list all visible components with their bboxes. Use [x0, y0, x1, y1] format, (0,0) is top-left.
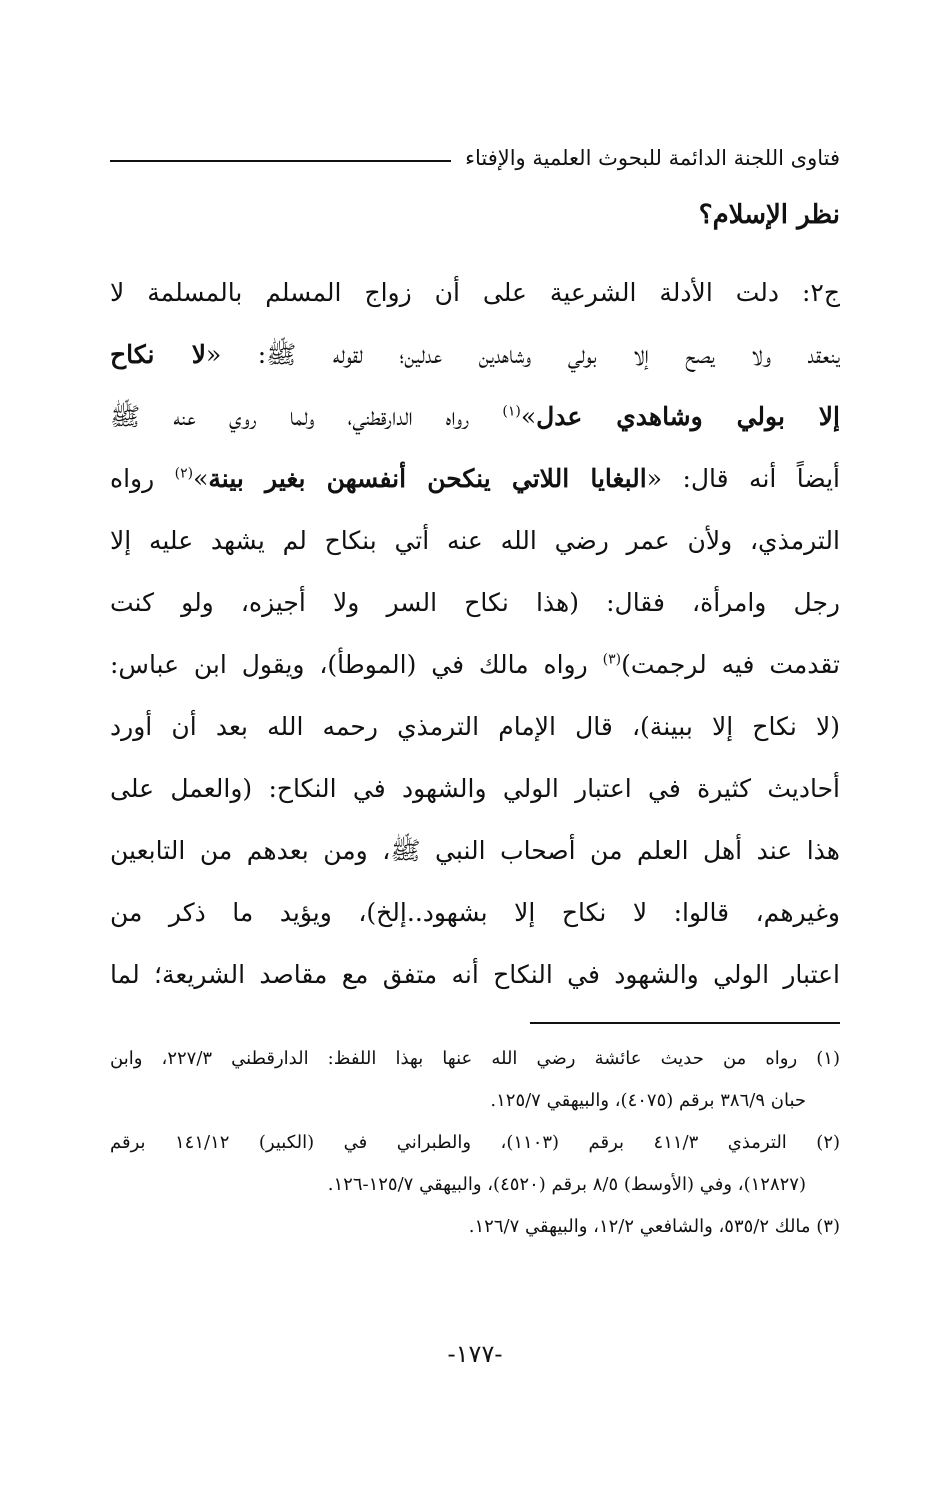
header-rule: [110, 160, 451, 162]
footnote-2-line1: (٢) الترمذي ٤١١/٣ برقم (١١٠٣)، والطبراني في (الكبير) ١٤١/١٢ برقم: [110, 1132, 840, 1153]
footnote-2-line2: (١٢٨٢٧)، وفي (الأوسط) ٨/٥ برقم (٤٥٢٠)، والبيهقي ١٢٥/٧-١٢٦.: [327, 1174, 806, 1195]
body-line: تقدمت فيه لرجمت)$^{(٣)}$ رواه مالك في (الموطأ)، ويقول ابن عباس:: [110, 650, 840, 679]
footnote-1-line1: (١) رواه من حديث عائشة رضي الله عنها بهذا اللفظ: الدارقطني ٢٢٧/٣، وابن: [110, 1048, 840, 1069]
footnote-3: (٣) مالك ٥٣٥/٢، والشافعي ١٢/٢، والبيهقي ١٢٦/٧.: [468, 1216, 840, 1237]
running-header: [110, 138, 840, 178]
footnote-separator: [530, 1022, 840, 1024]
body-line: وغيرهم، قالوا: لا نكاح إلا بشهود..إلخ)، ويؤيد ما ذكر من: [110, 898, 840, 927]
hadith-text: البغايا اللاتي ينكحن أنفسهن بغير بينة: [208, 464, 647, 493]
body-line: أيضاً أنه قال: «البغايا اللاتي ينكحن أنفسهن بغير بينة»$^{(٢)}$ رواه: [110, 464, 840, 493]
hadith-text: إلا بولي وشاهدي عدل: [536, 402, 840, 431]
footnote-marker: (١): [502, 403, 521, 420]
page-number: -١٧٧-: [447, 1340, 503, 1368]
body-line: إلا بولي وشاهدي عدل»$^{(١)}$ رواه الدارقطني، ولما روي عنه ﷺ: [110, 402, 840, 431]
body-line: ينعقد ولا يصح إلا بولي وشاهدين عدلين؛ لقوله ﷺ: «لا نكاح: [110, 340, 840, 369]
footnote-1-line2: حبان ٣٨٦/٩ برقم (٤٠٧٥)، والبيهقي ١٢٥/٧.: [490, 1090, 806, 1111]
section-heading: نظر الإسلام؟: [698, 200, 840, 230]
body-line: الترمذي، ولأن عمر رضي الله عنه أتي بنكاح لم يشهد عليه إلا: [110, 526, 840, 555]
running-header-title: فتاوى اللجنة الدائمة للبحوث العلمية والإفتاء: [465, 146, 840, 170]
body-text: [110, 262, 840, 1006]
hadith-text: لا نكاح: [110, 340, 206, 369]
body-line: أحاديث كثيرة في اعتبار الولي والشهود في النكاح: (والعمل على: [110, 774, 840, 803]
footnotes: [110, 1038, 840, 1248]
footnote-marker: (٣): [602, 651, 622, 668]
body-line: ج٢: دلت الأدلة الشرعية على أن زواج المسلم بالمسلمة لا: [110, 278, 840, 307]
body-line: هذا عند أهل العلم من أصحاب النبي ﷺ، ومن بعدهم من التابعين: [110, 836, 840, 865]
footnote-marker: (٢): [174, 465, 194, 482]
body-line: (لا نكاح إلا ببينة)، قال الإمام الترمذي رحمه الله بعد أن أورد: [110, 712, 840, 741]
body-line: اعتبار الولي والشهود في النكاح أنه متفق مع مقاصد الشريعة؛ لما: [110, 960, 840, 989]
body-line: رجل وامرأة، فقال: (هذا نكاح السر ولا أجيزه، ولو كنت: [110, 588, 840, 617]
